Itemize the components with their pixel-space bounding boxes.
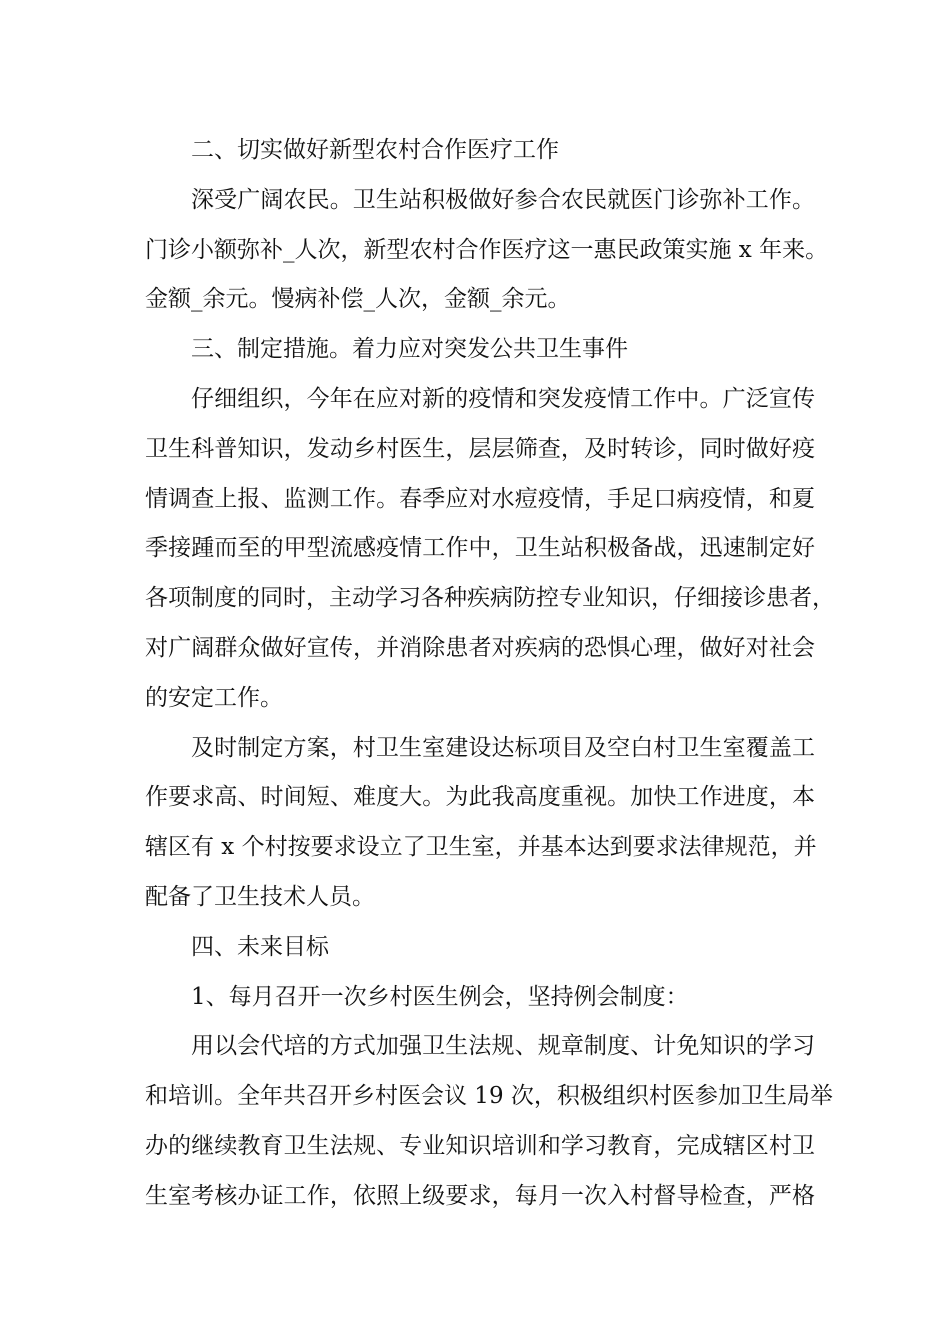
document-body <box>145 126 835 1222</box>
text-line: 的安定工作。 <box>145 684 283 711</box>
text-line: 三、制定措施。着力应对突发公共卫生事件 <box>191 336 628 363</box>
text-line: 卫生科普知识，发动乡村医生，层层筛查，及时转诊，同时做好疫 <box>145 435 815 462</box>
text-line: 门诊小额弥补_人次，新型农村合作医疗这一惠民政策实施 x 年来。 <box>145 236 829 263</box>
text-line: 办的继续教育卫生法规、专业知识培训和学习教育，完成辖区村卫 <box>145 1132 815 1159</box>
text-line: 各项制度的同时，主动学习各种疾病防控专业知识，仔细接诊患者， <box>145 585 835 612</box>
text-line: 1、每月召开一次乡村医生例会，坚持例会制度： <box>191 983 689 1010</box>
text-line: 仔细组织，今年在应对新的疫情和突发疫情工作中。广泛宣传 <box>191 385 815 412</box>
text-line: 情调查上报、监测工作。春季应对水痘疫情，手足口病疫情，和夏 <box>145 485 815 512</box>
text-line: 配备了卫生技术人员。 <box>145 883 375 910</box>
text-line: 四、未来目标 <box>191 933 329 960</box>
text-line: 生室考核办证工作，依照上级要求，每月一次入村督导检查，严格 <box>145 1182 815 1209</box>
text-line: 用以会代培的方式加强卫生法规、规章制度、计免知识的学习 <box>191 1033 815 1060</box>
text-line: 深受广阔农民。卫生站积极做好参合农民就医门诊弥补工作。 <box>191 186 815 213</box>
text-line: 作要求高、时间短、难度大。为此我高度重视。加快工作进度，本 <box>145 784 815 811</box>
text-line: 辖区有 x 个村按要求设立了卫生室，并基本达到要求法律规范，并 <box>145 834 817 861</box>
text-line: 对广阔群众做好宣传，并消除患者对疾病的恐惧心理，做好对社会 <box>145 634 815 661</box>
text-line: 金额_余元。慢病补偿_人次，金额_余元。 <box>145 286 571 313</box>
text-line: 和培训。全年共召开乡村医会议 19 次，积极组织村医参加卫生局举 <box>145 1083 833 1110</box>
text-line: 及时制定方案，村卫生室建设达标项目及空白村卫生室覆盖工 <box>191 734 815 761</box>
text-line: 二、切实做好新型农村合作医疗工作 <box>191 137 559 163</box>
text-line: 季接踵而至的甲型流感疫情工作中，卫生站积极备战，迅速制定好 <box>145 535 815 562</box>
